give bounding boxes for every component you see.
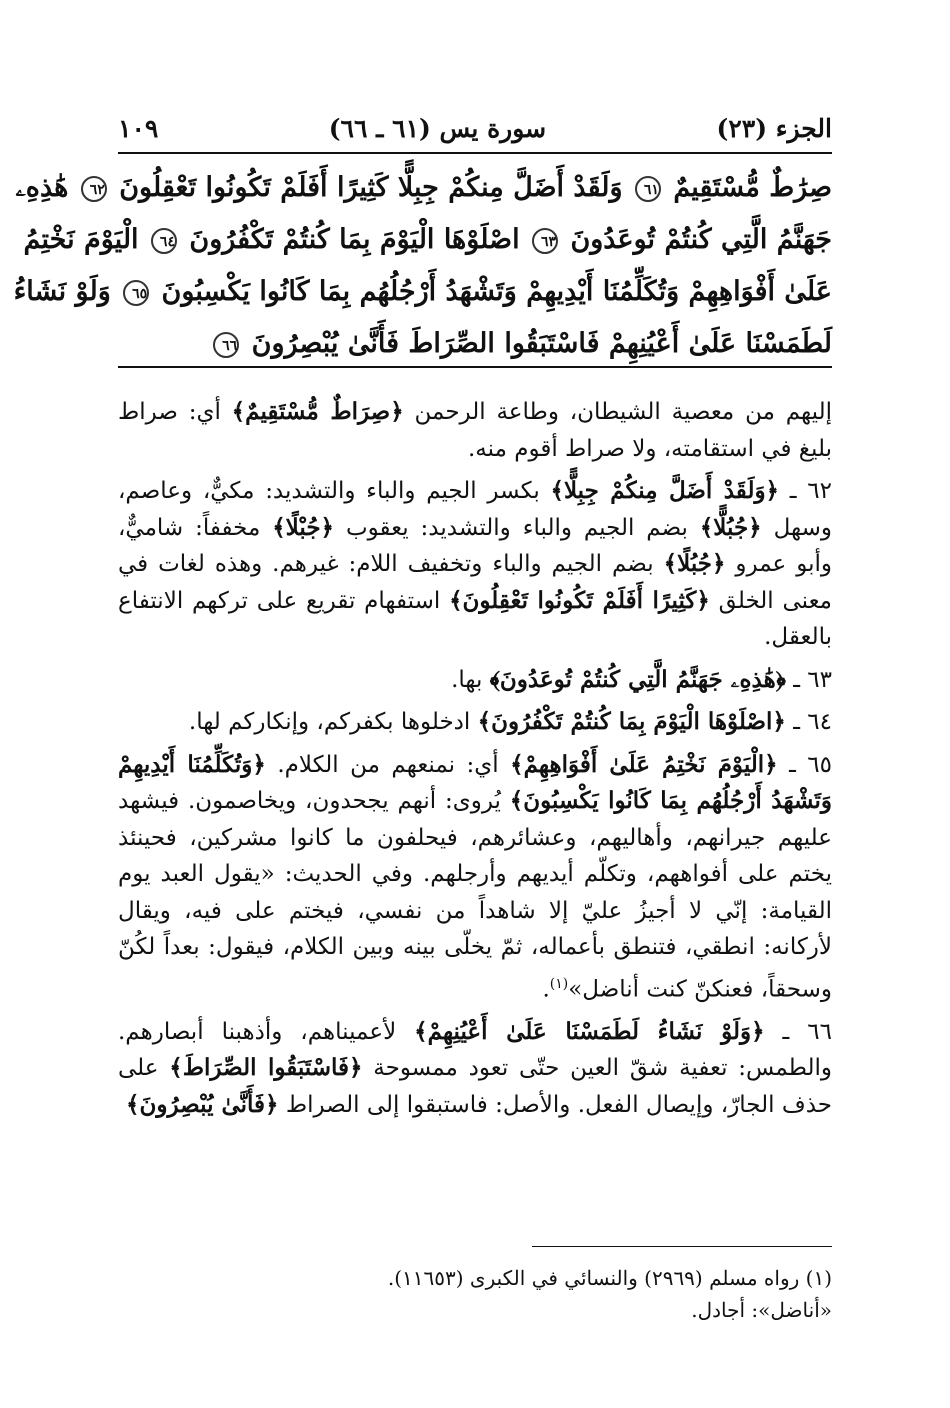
- verse-number-marker: ٦٣: [532, 228, 558, 254]
- commentary-text: ٦٣ ـ: [785, 666, 832, 693]
- commentary-paragraph: [118, 394, 832, 467]
- commentary-paragraph: [118, 473, 832, 656]
- verse-line-1: [15, 162, 832, 214]
- verse-text: لَطَمَسْنَا عَلَىٰ أَعْيُنِهِمْ فَاسْتَبَقُوا الصِّرَاطَ فَأَنَّىٰ يُبْصِرُونَ: [251, 328, 832, 359]
- quran-quote: ﴿هَٰذِهِۦ جَهَنَّمُ الَّتِي كُنتُمْ تُوعَدُونَ﴾: [489, 665, 786, 693]
- commentary-text: ٦٢ ـ: [779, 478, 832, 504]
- quran-quote: ﴿وَتُكَلِّمُنَا أَيْدِيهِمْ وَتَشْهَدُ أَرْجُلُهُم بِمَا كَانُوا يَكْسِبُونَ﴾: [118, 750, 832, 814]
- commentary-text: مخففاً: شاميٌّ، وأبو عمرو: [118, 514, 832, 577]
- quran-quote: ﴿وَلَوْ نَشَاءُ لَطَمَسْنَا عَلَىٰ أَعْيُنِهِمْ﴾: [414, 1017, 765, 1045]
- verse-text: صِرَٰطٌ مُّسْتَقِيمٌ: [673, 172, 832, 203]
- footnote-ref: (١): [549, 975, 569, 992]
- quran-quote: ﴿كَثِيرًا أَفَلَمْ تَكُونُوا تَعْقِلُونَ﴾: [449, 586, 710, 614]
- verse-line-2: [23, 214, 832, 266]
- commentary-text: بضم الجيم والباء وتخفيف اللام: غيرهم. وهذه لغات في معنى الخلق: [118, 551, 832, 614]
- quran-quote: ﴿جُبُلًّا﴾: [699, 513, 762, 541]
- verse-text: عَلَىٰ أَفْوَاهِهِمْ وَتُكَلِّمُنَا أَيْدِيهِمْ وَتَشْهَدُ أَرْجُلُهُم بِمَا كَانُوا يَكْسِبُونَ: [161, 276, 832, 307]
- juz-label: الجزء (٢٣): [716, 113, 832, 143]
- verse-number-marker: ٦٢: [81, 176, 107, 202]
- quran-quote: ﴿وَلَقَدْ أَضَلَّ مِنكُمْ جِبِلًّا﴾: [550, 477, 780, 504]
- commentary-text: ٦٦ ـ: [764, 1018, 832, 1045]
- header-rule: [118, 152, 832, 154]
- commentary-text: ٦٤ ـ: [785, 709, 832, 735]
- commentary-text: على حذف الجارّ، وإيصال الفعل. والأصل: فاستبقوا إلى الصراط: [118, 1055, 832, 1118]
- commentary-text: أي: نمنعهم من الكلام.: [265, 751, 511, 778]
- quran-quote: ﴿اصْلَوْهَا الْيَوْمَ بِمَا كُنتُمْ تَكْفُرُونَ﴾: [477, 708, 786, 735]
- verses-rule: [118, 366, 832, 368]
- commentary-paragraph: [118, 662, 832, 699]
- quran-verses: [13, 162, 832, 370]
- quran-quote: ﴿جُبْلًا﴾: [272, 513, 335, 541]
- verse-text: جَهَنَّمُ الَّتِي كُنتُمْ تُوعَدُونَ: [570, 224, 832, 255]
- tafsir-commentary: [118, 394, 832, 1129]
- quran-quote: ﴿صِرَاطٌ مُّسْتَقِيمٌ﴾: [231, 398, 404, 425]
- verse-text: وَلَوْ نَشَاءُ: [13, 276, 111, 307]
- verse-text: وَلَقَدْ أَضَلَّ مِنكُمْ جِبِلًّا كَثِيرًا أَفَلَمْ تَكُونُوا تَعْقِلُونَ: [119, 172, 623, 203]
- commentary-paragraph: [118, 704, 832, 741]
- commentary-text: .: [542, 976, 550, 1003]
- commentary-text: بكسر الجيم والباء والتشديد: مكيٌّ، وعاصم، وسهل: [118, 478, 832, 541]
- quran-quote: ﴿جُبُلًا﴾: [663, 550, 726, 577]
- commentary-text: بها.: [451, 666, 490, 693]
- page-number: ١٠٩: [118, 113, 159, 143]
- surah-title: سورة يس (٦١ ـ ٦٦): [328, 113, 547, 143]
- commentary-text: ٦٥ ـ: [777, 751, 832, 778]
- commentary-text: بضم الجيم والباء والتشديد: يعقوب: [334, 514, 700, 541]
- verse-line-4: [118, 318, 832, 370]
- footnote-1: (١) رواه مسلم (٢٩٦٩) والنسائي في الكبرى (١١٦٥٣).: [387, 1266, 832, 1290]
- commentary-paragraph: [118, 747, 832, 1008]
- verse-number-marker: ٦٦: [213, 332, 239, 358]
- verse-number-marker: ٦١: [635, 176, 661, 202]
- commentary-text: ادخلوها بكفركم، وإنكاركم لها.: [188, 709, 478, 735]
- commentary-text: يُروى: أنهم يجحدون، ويخاصمون. فيشهد عليهم جيرانهم، وأهاليهم، وعشائرهم، فيحلفون ما كانوا مشركين، فحينئذ يختم على أفواههم، وتكلّم أيديهم وأرجلهم. وفي الحديث: «يقول العبد يوم القيامة: إنّي لا أجيزُ عليّ إلا شاهداً من نفسي، فيختم على فيه، ويقال لأركانه: انطقي، فتنطق بأعماله، ثمّ يخلّى بينه وبين الكلام، فيقول: بعداً لكُنّ وسحقاً، فعنكنّ كنت أناضل»: [118, 788, 832, 1003]
- commentary-text: أي: صراط بليغ في استقامته، ولا صراط أقوم منه.: [118, 399, 832, 462]
- verse-number-marker: ٦٤: [151, 228, 177, 254]
- quran-quote: ﴿فَأَنَّىٰ يُبْصِرُونَ﴾: [126, 1090, 279, 1118]
- commentary-text: استفهام تقريع على تركهم الانتفاع بالعقل.: [118, 587, 832, 650]
- verse-text: هَٰذِهِۦ: [15, 172, 69, 203]
- footnote-separator: [532, 1246, 832, 1247]
- verse-text: الْيَوْمَ نَخْتِمُ: [23, 224, 139, 255]
- commentary-text: إليهم من معصية الشيطان، وطاعة الرحمن: [403, 399, 832, 425]
- page-header: [118, 108, 832, 148]
- verse-number-marker: ٦٥: [123, 280, 149, 306]
- quran-quote: ﴿فَاسْتَبَقُوا الصِّرَاطَ﴾: [169, 1054, 363, 1082]
- commentary-text: لأعميناهم، وأذهبنا أبصارهم. والطمس: تعفية شقّ العين حتّى تعود ممسوحة: [118, 1018, 832, 1082]
- verse-text: اصْلَوْهَا الْيَوْمَ بِمَا كُنتُمْ تَكْفُرُونَ: [189, 224, 520, 255]
- footnotes: [118, 1262, 832, 1326]
- verse-line-3: [13, 266, 832, 318]
- footnote-2: «أناضل»: أجادل.: [691, 1298, 832, 1322]
- quran-quote: ﴿الْيَوْمَ نَخْتِمُ عَلَىٰ أَفْوَاهِهِمْ﴾: [510, 750, 778, 778]
- commentary-paragraph: [118, 1014, 832, 1124]
